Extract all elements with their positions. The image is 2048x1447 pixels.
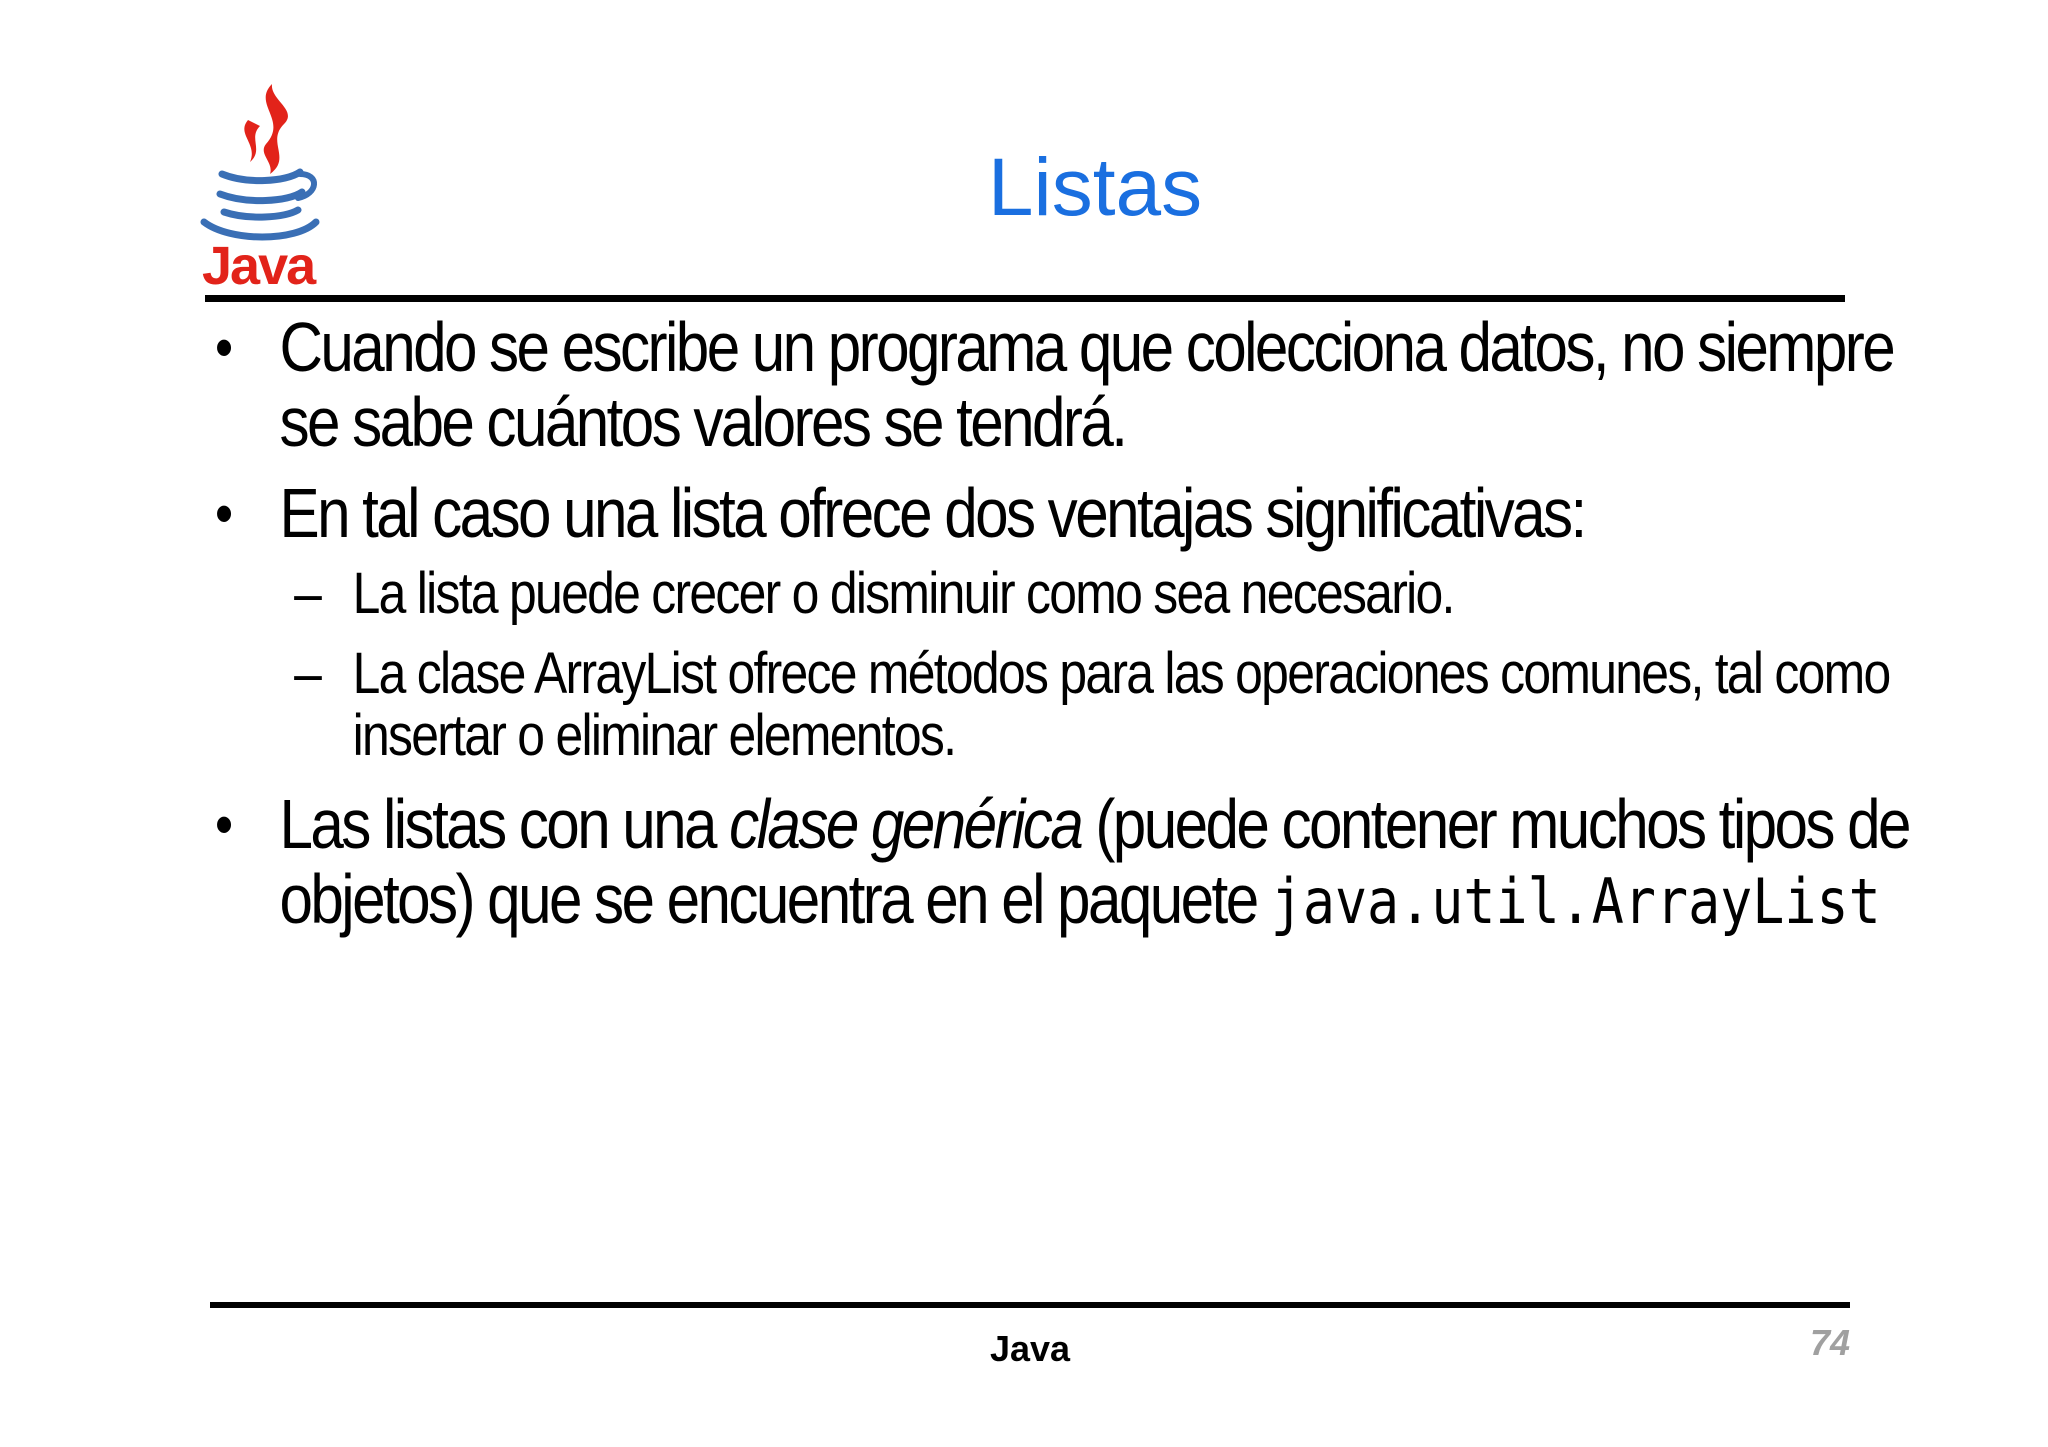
- package-code: java.util.ArrayList: [1270, 865, 1881, 938]
- bullet-marker: •: [215, 314, 231, 381]
- sub-bullet-item: [215, 563, 1987, 625]
- cup-line-1: [222, 172, 300, 181]
- cup-line-2: [220, 192, 302, 201]
- bullet-marker: •: [215, 480, 231, 547]
- bullet-text: En tal caso una lista ofrece dos ventajas significativas:: [279, 474, 1585, 552]
- java-logo: [200, 82, 330, 292]
- bullet-item: [215, 310, 1914, 460]
- title-divider: [205, 295, 1845, 302]
- footer-divider: [210, 1302, 1850, 1308]
- bullet-marker: •: [215, 791, 231, 858]
- cup-line-3: [224, 210, 298, 217]
- sub-bullet-item: [215, 643, 1987, 767]
- bullet-text-suffix: (puede contener muchos tipos de objetos) que se encuentra en el paquete: [279, 785, 1909, 938]
- sub-bullet-marker: –: [294, 641, 321, 706]
- sub-bullet-text: La clase ArrayList ofrece métodos para las operaciones comunes, tal como insertar o eliminar elementos.: [352, 641, 1890, 768]
- bullet-item: [215, 476, 1914, 551]
- footer-label: Java: [989, 1328, 1071, 1369]
- steam-flame-small: [244, 120, 260, 162]
- page-number: 74: [1809, 1322, 1850, 1363]
- bullet-text: Cuando se escribe un programa que colecciona datos, no siempre se sabe cuántos valores se tendrá.: [279, 308, 1894, 461]
- slide-title: Listas: [987, 142, 1203, 233]
- sub-bullet-marker: –: [294, 561, 321, 626]
- steam-flame: [264, 84, 288, 174]
- slide-content: [215, 308, 1909, 939]
- saucer: [204, 222, 316, 237]
- java-logo-text: Java: [202, 236, 315, 292]
- cup-handle: [298, 174, 314, 198]
- bullet-text-italic: clase genérica: [729, 785, 1082, 863]
- bullet-text-prefix: Las listas con una: [279, 785, 730, 863]
- sub-bullet-text: La lista puede crecer o disminuir como sea necesario.: [352, 561, 1454, 626]
- bullet-item: [215, 787, 1914, 939]
